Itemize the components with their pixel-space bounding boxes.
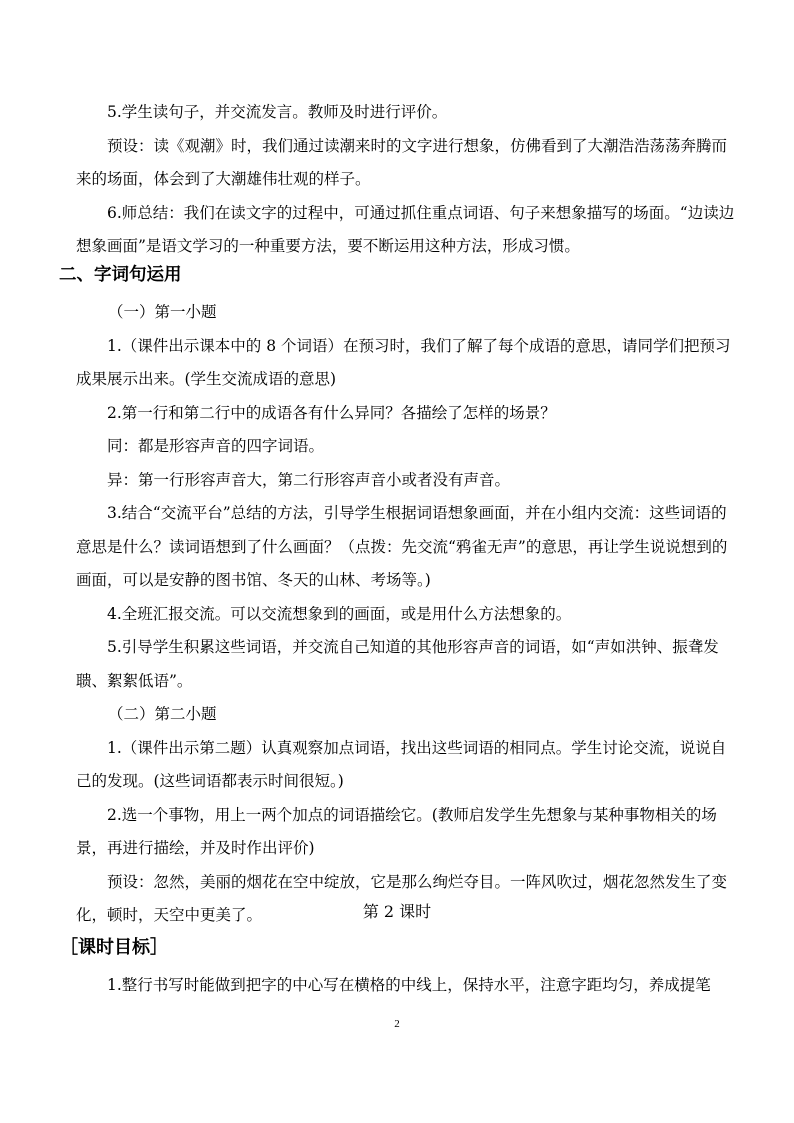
page-number: 2 xyxy=(394,1018,400,1030)
subsection-heading: （二）第二小题 xyxy=(108,705,217,723)
paragraph-group-a xyxy=(76,96,736,264)
paragraph: 同：都是形容声音的四字词语。 xyxy=(107,437,325,455)
paragraph: 1.（课件出示第二题）认真观察加点词语，找出这些词语的相同点。学生讨论交流，说说自己的发现。(这些词语都表示时间很短。) xyxy=(76,738,727,790)
lesson-title: 第 2 课时 xyxy=(362,902,432,921)
paragraph: 5.引导学生积累这些词语，并交流自己知道的其他形容声音的词语，如“声如洪钟、振聋发聩、絮絮低语”。 xyxy=(76,638,719,690)
paragraph: 预设：忽然，美丽的烟花在空中绽放，它是那么绚烂夺目。一阵风吹过，烟花忽然发生了变化，顿时，天空中更美了。 xyxy=(76,872,728,924)
paragraph-group-b xyxy=(76,296,736,933)
paragraph: 异：第一行形容声音大，第二行形容声音小或者没有声音。 xyxy=(107,470,511,489)
section-heading: 二、字词句运用 xyxy=(59,265,182,285)
paragraph: 5.学生读句子，并交流发言。教师及时进行评价。 xyxy=(107,103,448,121)
paragraph: 3.结合“交流平台”总结的方法，引导学生根据词语想象画面，并在小组内交流：这些词语的意思是什么？读词语想到了什么画面？（点拨：先交流“鸦雀无声”的意思，再让学生说说想到的画面，可以是安静的图书馆、冬天的山林、考场等。) xyxy=(76,504,728,589)
paragraph: 4.全班汇报交流。可以交流想象到的画面，或是用什么方法想象的。 xyxy=(107,604,572,623)
paragraph: 1.整行书写时能做到把字的中心写在横格的中线上，保持水平，注意字距均匀，养成提笔 xyxy=(107,976,711,994)
paragraph: 预设：读《观潮》时，我们通过读潮来时的文字进行想象，仿佛看到了大潮浩浩荡荡奔腾而来的场面，体会到了大潮雄伟壮观的样子。 xyxy=(76,136,728,188)
paragraph: 6.师总结：我们在读文字的过程中，可通过抓住重点词语、句子来想象描写的场面。“边读边想象画面”是语文学习的一种重要方法，要不断运用这种方法，形成习惯。 xyxy=(76,203,735,255)
subsection-heading: （一）第一小题 xyxy=(108,303,217,321)
objectives-heading: ［课时目标］ xyxy=(60,937,168,958)
paragraph: 2.选一个事物，用上一两个加点的词语描绘它。(教师启发学生先想象与某种事物相关的场景，再进行描绘，并及时作出评价) xyxy=(76,805,717,857)
paragraph: 2.第一行和第二行中的成语各有什么异同？各描绘了怎样的场景？ xyxy=(107,403,556,422)
paragraph: 1.（课件出示课本中的 8 个词语）在预习时，我们了解了每个成语的意思，请同学们把预习成果展示出来。(学生交流成语的意思) xyxy=(76,336,731,388)
paragraph-group-c xyxy=(76,969,736,1003)
